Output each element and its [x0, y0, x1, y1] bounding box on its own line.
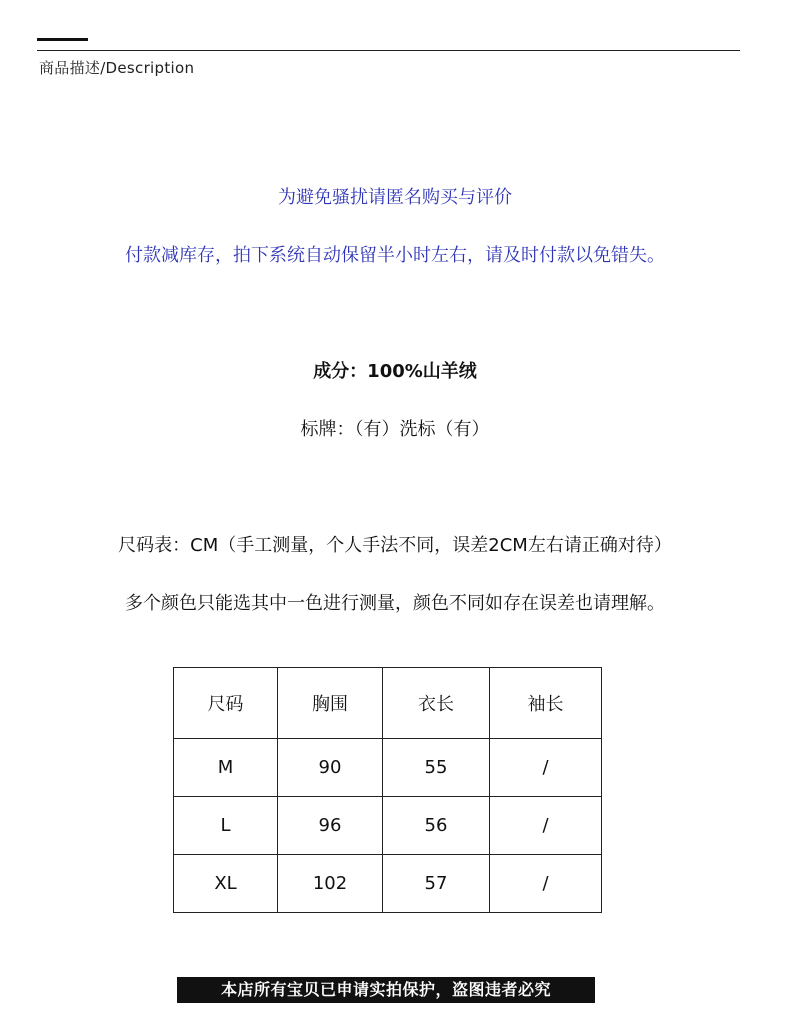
table-row: [174, 855, 602, 913]
composition-text: 成分：100%山羊绒: [313, 361, 477, 382]
table-row: [174, 739, 602, 797]
header-accent-bar: [37, 38, 88, 41]
table-cell: /: [490, 797, 602, 855]
table-header-row: [174, 668, 602, 739]
table-cell: 56: [383, 797, 490, 855]
table-cell: 102: [278, 855, 383, 913]
copyright-banner: 本店所有宝贝已申请实拍保护，盗图违者必究: [177, 977, 595, 1003]
notice-anonymous: 为避免骚扰请匿名购买与评价: [278, 187, 512, 208]
labels-text: 标牌：（有）洗标（有）: [300, 419, 490, 440]
table-cell: 96: [278, 797, 383, 855]
size-chart-note: 尺码表：CM（手工测量，个人手法不同，误差2CM左右请正确对待）: [118, 535, 672, 556]
table-header-cell: 尺码: [174, 668, 278, 739]
table-header-cell: 胸围: [278, 668, 383, 739]
table-cell: L: [174, 797, 278, 855]
table-cell: /: [490, 855, 602, 913]
notice-payment: 付款减库存，拍下系统自动保留半小时左右，请及时付款以免错失。: [125, 245, 665, 266]
table-cell: M: [174, 739, 278, 797]
size-table: [173, 667, 602, 913]
table-cell: 55: [383, 739, 490, 797]
table-cell: XL: [174, 855, 278, 913]
table-header-cell: 袖长: [490, 668, 602, 739]
table-cell: 57: [383, 855, 490, 913]
table-cell: 90: [278, 739, 383, 797]
table-header-cell: 衣长: [383, 668, 490, 739]
table-row: [174, 797, 602, 855]
header-divider: [37, 50, 740, 51]
table-cell: /: [490, 739, 602, 797]
section-title: 商品描述/Description: [39, 59, 195, 77]
color-measure-note: 多个颜色只能选其中一色进行测量，颜色不同如存在误差也请理解。: [125, 593, 665, 614]
